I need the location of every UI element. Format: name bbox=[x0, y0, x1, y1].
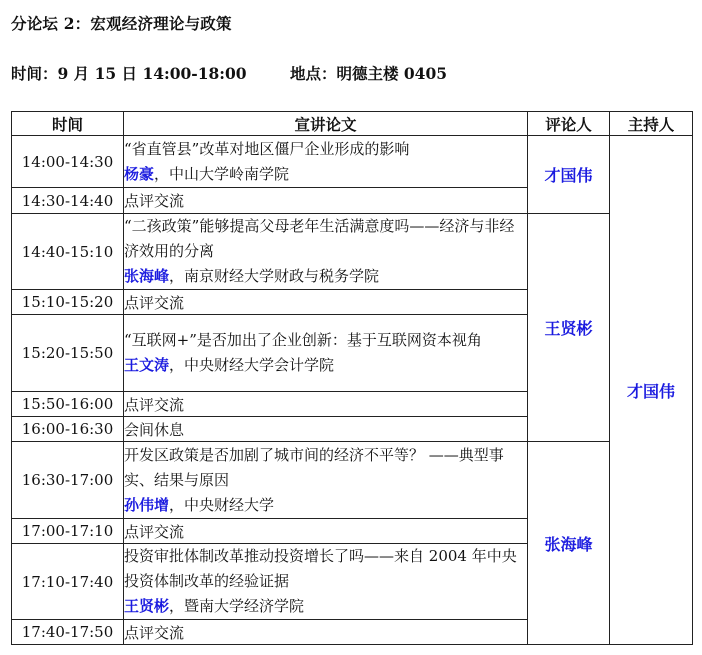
speaker-affiliation: ，中央财经大学会计学院 bbox=[169, 356, 335, 374]
paper-cell bbox=[124, 544, 528, 620]
paper-cell bbox=[124, 214, 528, 290]
speaker-line bbox=[124, 162, 527, 187]
header-time: 时间 bbox=[12, 112, 124, 136]
speaker-affiliation: ，中央财经大学 bbox=[169, 495, 275, 514]
slot-time: 14:40-15:10 bbox=[12, 214, 124, 290]
speaker-affiliation: ，中山大学岭南学院 bbox=[154, 164, 290, 183]
session-meta bbox=[11, 62, 448, 84]
speaker-line bbox=[124, 493, 527, 518]
table-row bbox=[12, 136, 693, 188]
slot-time: 15:10-15:20 bbox=[12, 290, 124, 315]
table-row bbox=[12, 417, 693, 442]
header-paper: 宣讲论文 bbox=[124, 112, 528, 136]
break-cell: 会间休息 bbox=[124, 417, 610, 442]
slot-time: 15:20-15:50 bbox=[12, 315, 124, 392]
commentator-cell: 才国伟 bbox=[528, 136, 610, 214]
activity-cell: 点评交流 bbox=[124, 519, 528, 544]
paper-title: “二孩政策”能够提高父母老年生活满意度吗——经济与非经济效用的分离 bbox=[124, 217, 515, 260]
slot-time: 16:30-17:00 bbox=[12, 442, 124, 519]
slot-time: 14:00-14:30 bbox=[12, 136, 124, 188]
table-header-row bbox=[12, 112, 693, 136]
slot-time: 16:00-16:30 bbox=[12, 417, 124, 442]
speaker-name: 王贤彬 bbox=[124, 597, 170, 615]
table-row bbox=[12, 214, 693, 290]
host-cell: 才国伟 bbox=[610, 136, 693, 645]
commentator-cell: 张海峰 bbox=[528, 442, 610, 645]
commentator-cell: 王贤彬 bbox=[528, 214, 610, 442]
slot-time: 17:10-17:40 bbox=[12, 544, 124, 620]
paper-title: “省直管县”改革对地区僵尸企业形成的影响 bbox=[124, 139, 410, 158]
speaker-line bbox=[124, 353, 527, 378]
speaker-affiliation: ，暨南大学经济学院 bbox=[169, 597, 305, 615]
page-title: 分论坛 2：宏观经济理论与政策 bbox=[11, 14, 232, 33]
speaker-name: 张海峰 bbox=[124, 267, 170, 285]
session-location: 地点：明德主楼 0405 bbox=[290, 64, 448, 83]
paper-cell bbox=[124, 442, 528, 519]
speaker-line bbox=[124, 264, 527, 289]
header-commentator: 评论人 bbox=[528, 112, 610, 136]
slot-time: 15:50-16:00 bbox=[12, 392, 124, 417]
activity-cell: 点评交流 bbox=[124, 392, 528, 417]
speaker-name: 孙伟增 bbox=[124, 495, 170, 514]
table-row bbox=[12, 442, 693, 519]
paper-cell bbox=[124, 315, 528, 392]
activity-cell: 点评交流 bbox=[124, 290, 528, 315]
session-time: 时间：9 月 15 日 14:00-18:00 bbox=[11, 64, 247, 83]
activity-cell: 点评交流 bbox=[124, 188, 528, 214]
schedule-table bbox=[11, 111, 693, 645]
speaker-name: 杨豪 bbox=[124, 164, 155, 183]
speaker-line bbox=[124, 594, 527, 619]
slot-time: 17:00-17:10 bbox=[12, 519, 124, 544]
speaker-name: 王文涛 bbox=[124, 356, 170, 374]
paper-title: “互联网+”是否加出了企业创新：基于互联网资本视角 bbox=[124, 331, 482, 349]
activity-cell: 点评交流 bbox=[124, 620, 528, 645]
speaker-affiliation: ，南京财经大学财政与税务学院 bbox=[169, 267, 380, 285]
paper-title: 开发区政策是否加剧了城市间的经济不平等？ ——典型事实、结果与原因 bbox=[124, 445, 504, 489]
paper-title: 投资审批体制改革推动投资增长了吗——来自 2004 年中央投资体制改革的经验证据 bbox=[124, 547, 517, 590]
slot-time: 14:30-14:40 bbox=[12, 188, 124, 214]
slot-time: 17:40-17:50 bbox=[12, 620, 124, 645]
header-host: 主持人 bbox=[610, 112, 693, 136]
paper-cell bbox=[124, 136, 528, 188]
